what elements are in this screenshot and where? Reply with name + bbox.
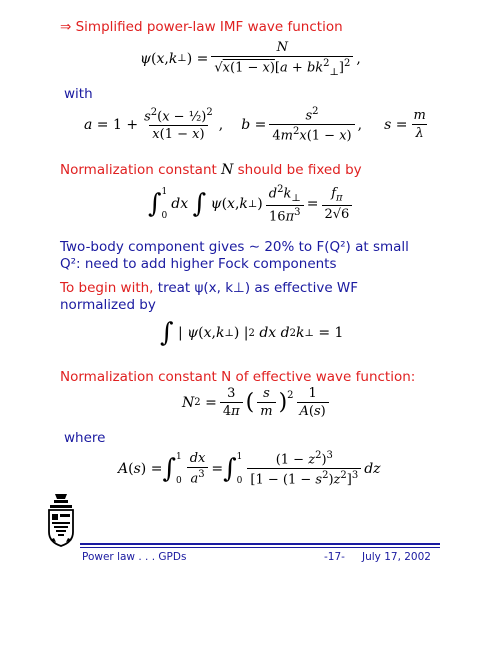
university-crest-logo <box>46 492 76 548</box>
footer-rule-bottom <box>80 547 440 548</box>
equation-parameters: a = 1 + $\frac{s^2(x - \frac{1}{2})^2}{x(1 - x)}$ , b = $\frac{s^2}{4m^2x(1 - x)}$ , s = $\frac{m}{\lambda}$ <box>84 106 426 144</box>
with-label: with <box>64 86 93 102</box>
equation-n-squared: N 2 = $\frac{3}{4\pi}$ ( $\frac{s}{m}$ ) $^2$ $\frac{1}{A(s)}$ <box>182 386 332 419</box>
normalization-heading: Normalization constant N should be fixed by <box>60 162 362 178</box>
slide-title: ⇒ Simplified power-law IMF wave function <box>60 19 343 35</box>
two-body-line-2: Q²: need to add higher Fock components <box>60 256 337 272</box>
equation-normalization-condition: ∫ 1 0 dx ∫ ψ ( x , k ⊥ ) $\frac{d^2k_\perp}{16\pi^3}$ = $\frac{f_\pi}{2√6}$ <box>148 184 355 224</box>
begin-line-2: normalized by <box>60 297 156 313</box>
footer-page-number: -17- <box>324 551 345 563</box>
footer-date: July 17, 2002 <box>362 551 431 563</box>
footer-title: Power law . . . GPDs <box>82 551 187 563</box>
footer-rule-top <box>80 543 440 545</box>
normalization-effective-heading: Normalization constant N of effective wave function: <box>60 369 416 385</box>
equation-wavefunction: ψ ( x , k ⊥ ) = $\frac{N}{√x(1 - x)[a + bk^2_\perp]^2}$ , <box>140 40 361 78</box>
equation-a-of-s: A ( s ) = ∫ 1 0 $\frac{dx}{a^3}$ = ∫ 1 0 $\frac{(1 - z^2)^3}{[1 - (1 - s^2)z^2]^3}$ dz <box>118 450 381 488</box>
equation-effective-normalization: ∫ | ψ ( x , k ⊥ ) | 2 dx d 2 k ⊥ = 1 <box>160 318 344 348</box>
where-label: where <box>64 430 106 446</box>
begin-line-1: To begin with, treat ψ(x, k⊥) as effective WF <box>60 280 359 296</box>
two-body-line-1: Two-body component gives ∼ 20% to F(Q²) at small <box>60 239 409 255</box>
